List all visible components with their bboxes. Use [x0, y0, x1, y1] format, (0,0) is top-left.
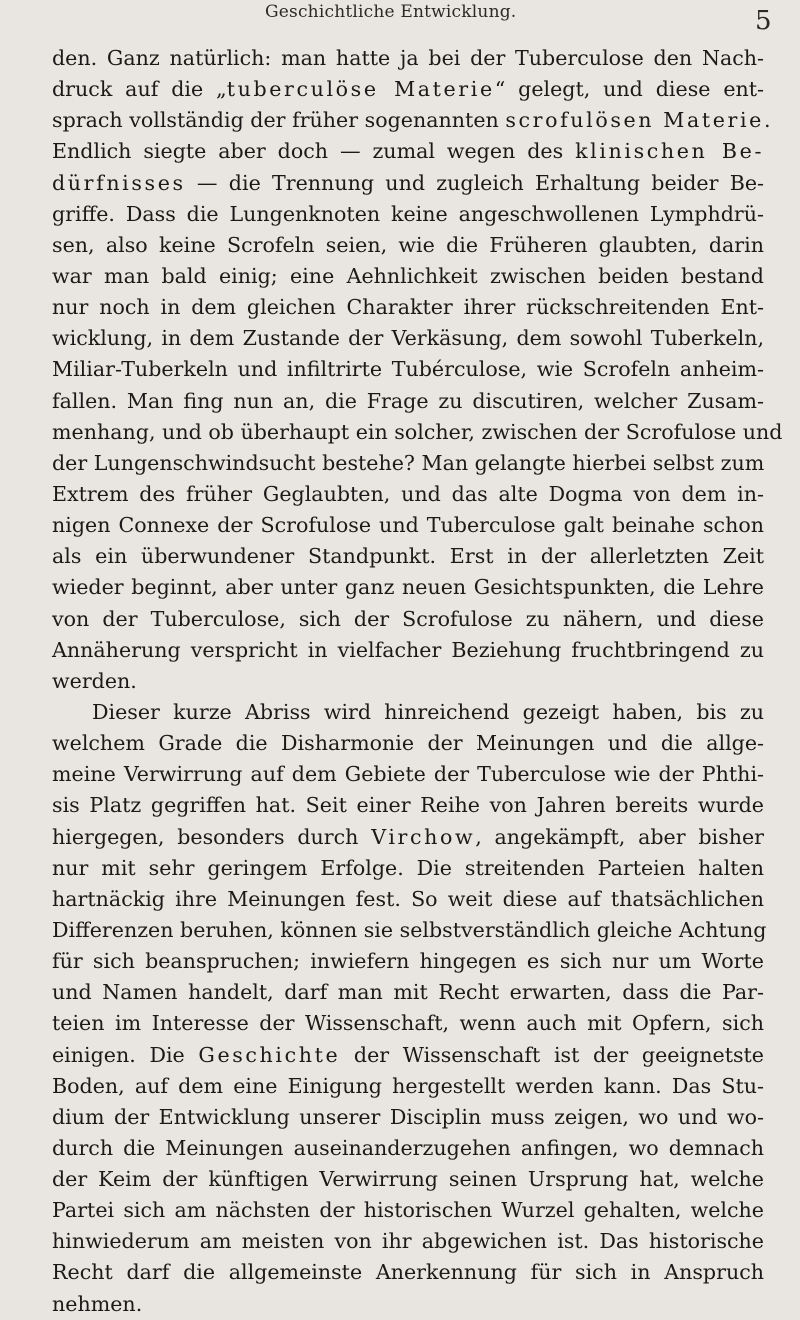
- text-line: [52, 448, 764, 479]
- text-line: [52, 386, 764, 417]
- text-segment: Annäherung verspricht in vielfacher Beziehung fruchtbringend zu: [52, 637, 764, 662]
- text-segment: Endlich siegte aber doch — zumal wegen des: [52, 139, 576, 164]
- text-line: [52, 1195, 764, 1226]
- text-segment: für sich beanspruchen; inwiefern hingegen es sich nur um Worte: [52, 949, 764, 974]
- text-segment: griffe. Dass die Lungenknoten keine angeschwollenen Lymphdrü-: [52, 201, 764, 226]
- text-line: [52, 105, 771, 136]
- text-line: [52, 354, 764, 385]
- text-segment: hinwiederum am meisten von ihr abgewichen ist. Das historische: [52, 1229, 764, 1254]
- text-segment: fallen. Man fing nun an, die Frage zu discutiren, welcher Zusam-: [52, 388, 764, 413]
- text-segment: meine Verwirrung auf dem Gebiete der Tuberculose wie der Phthi-: [52, 762, 764, 787]
- text-segment: sis Platz gegriffen hat. Seit einer Reihe von Jahren bereits wurde: [52, 793, 764, 818]
- running-head: [0, 2, 800, 38]
- paragraph: [52, 697, 767, 1320]
- text-line: [52, 199, 764, 230]
- spaced-emphasis: scrofulösen Materie: [505, 108, 764, 133]
- text-line: [52, 604, 764, 635]
- spaced-emphasis: tuberculöse Materie: [226, 77, 495, 102]
- text-line: [52, 1102, 764, 1133]
- text-segment: nur noch in dem gleichen Charakter ihrer rückschreitenden Ent-: [52, 295, 764, 320]
- text-segment: wicklung, in dem Zustande der Verkäsung, dem sowohl Tuberkeln,: [52, 326, 764, 351]
- text-line: [52, 977, 764, 1008]
- text-segment: Partei sich am nächsten der historischen Wurzel gehalten, welche: [52, 1198, 764, 1223]
- text-segment: nehmen.: [52, 1291, 143, 1316]
- text-line: [52, 666, 764, 697]
- text-line: [52, 292, 764, 323]
- text-line: [52, 1008, 764, 1039]
- text-line: [52, 1133, 764, 1164]
- text-line: [52, 74, 764, 105]
- text-line: [52, 43, 764, 74]
- paragraph: [52, 43, 783, 697]
- text-line: [52, 822, 764, 853]
- body-text: [52, 43, 783, 1320]
- text-segment: Differenzen beruhen, können sie selbstverständlich gleiche Achtung: [52, 917, 767, 942]
- text-line: [52, 479, 764, 510]
- text-line: [52, 1226, 764, 1257]
- text-segment: einigen. Die: [52, 1042, 199, 1067]
- text-line: [52, 1257, 764, 1288]
- text-line: [52, 230, 764, 261]
- text-segment: Miliar-Tuberkeln und infiltrirte Tubérculose, wie Scrofeln anheim-: [52, 357, 764, 382]
- text-segment: “ gelegt, und diese ent-: [494, 77, 765, 102]
- text-line: [52, 1071, 764, 1102]
- text-segment: sen, also keine Scrofeln seien, wie die Früheren glaubten, darin: [52, 232, 764, 257]
- text-segment: .: [763, 108, 771, 133]
- text-segment: der Lungenschwindsucht bestehe? Man gelangte hierbei selbst zum: [52, 450, 765, 475]
- text-segment: — die Trennung und zugleich Erhaltung beider Be-: [185, 170, 764, 195]
- text-line: [52, 790, 764, 821]
- text-line: [52, 168, 764, 199]
- text-segment: von der Tuberculose, sich der Scrofulose zu nähern, und diese: [52, 606, 764, 631]
- text-line: [52, 261, 764, 292]
- text-line: [52, 759, 764, 790]
- text-line: [52, 884, 764, 915]
- text-line: [52, 1289, 764, 1320]
- text-segment: Recht darf die allgemeinste Anerkennung für sich in Anspruch: [52, 1260, 764, 1285]
- text-segment: nur mit sehr geringem Erfolge. Die streitenden Parteien halten: [52, 855, 764, 880]
- text-segment: den. Ganz natürlich: man hatte ja bei der Tuberculose den Nach-: [52, 46, 764, 70]
- text-segment: dium der Entwicklung unserer Disciplin muss zeigen, wo und wo-: [52, 1104, 764, 1129]
- text-line: [52, 1164, 764, 1195]
- text-segment: sprach vollständig der früher sogenannten: [52, 108, 506, 133]
- text-segment: wieder beginnt, aber unter ganz neuen Gesichtspunkten, die Lehre: [52, 575, 764, 600]
- spaced-emphasis: dürfnisses: [52, 170, 186, 195]
- text-segment: und Namen handelt, darf man mit Recht erwarten, dass die Par-: [52, 980, 764, 1005]
- text-segment: hartnäckig ihre Meinungen fest. So weit diese auf thatsächlichen: [52, 886, 764, 911]
- text-segment: welchem Grade die Disharmonie der Meinungen und die allge-: [52, 731, 764, 756]
- text-segment: war man bald einig; eine Aehnlichkeit zwischen beiden bestand: [52, 263, 764, 288]
- running-title: Geschichtliche Entwicklung.: [265, 2, 517, 22]
- text-line: [52, 510, 764, 541]
- text-segment: Boden, auf dem eine Einigung hergestellt werden kann. Das Stu-: [52, 1073, 764, 1098]
- text-line: [52, 946, 764, 977]
- text-segment: Dieser kurze Abriss wird hinreichend gezeigt haben, bis zu: [92, 699, 764, 724]
- text-line: [52, 541, 764, 572]
- text-segment: , angekämpft, aber bisher: [475, 824, 764, 849]
- text-line: [52, 136, 764, 167]
- text-line: [52, 572, 764, 603]
- text-segment: nigen Connexe der Scrofulose und Tuberculose galt beinahe schon: [52, 513, 764, 538]
- text-line: [52, 635, 764, 666]
- text-line: [52, 728, 764, 759]
- text-segment: der Keim der künftigen Verwirrung seinen Ursprung hat, welche: [52, 1167, 764, 1192]
- spaced-emphasis: klinischen Be-: [575, 139, 765, 164]
- text-line: [52, 417, 783, 448]
- text-line: [52, 853, 764, 884]
- spaced-emphasis: Geschichte: [198, 1042, 341, 1067]
- text-segment: der Wissenschaft ist der geeignetste: [340, 1042, 764, 1067]
- text-segment: hiergegen, besonders durch: [52, 824, 372, 849]
- text-line: [52, 697, 764, 728]
- text-segment: menhang, und ob überhaupt ein solcher, zwischen der Scrofulose und: [52, 419, 783, 444]
- text-segment: druck auf die „: [52, 77, 227, 102]
- page-number: 5: [755, 6, 772, 36]
- text-line: [52, 1040, 764, 1071]
- text-segment: als ein überwundener Standpunkt. Erst in der allerletzten Zeit: [52, 544, 764, 569]
- text-segment: teien im Interesse der Wissenschaft, wenn auch mit Opfern, sich: [52, 1011, 764, 1036]
- spaced-emphasis: Virchow: [371, 824, 476, 849]
- text-line: [52, 915, 767, 946]
- text-line: [52, 323, 764, 354]
- text-segment: Extrem des früher Geglaubten, und das alte Dogma von dem in-: [52, 481, 764, 506]
- text-segment: werden.: [52, 668, 137, 693]
- text-segment: durch die Meinungen auseinanderzugehen anfingen, wo demnach: [52, 1135, 764, 1160]
